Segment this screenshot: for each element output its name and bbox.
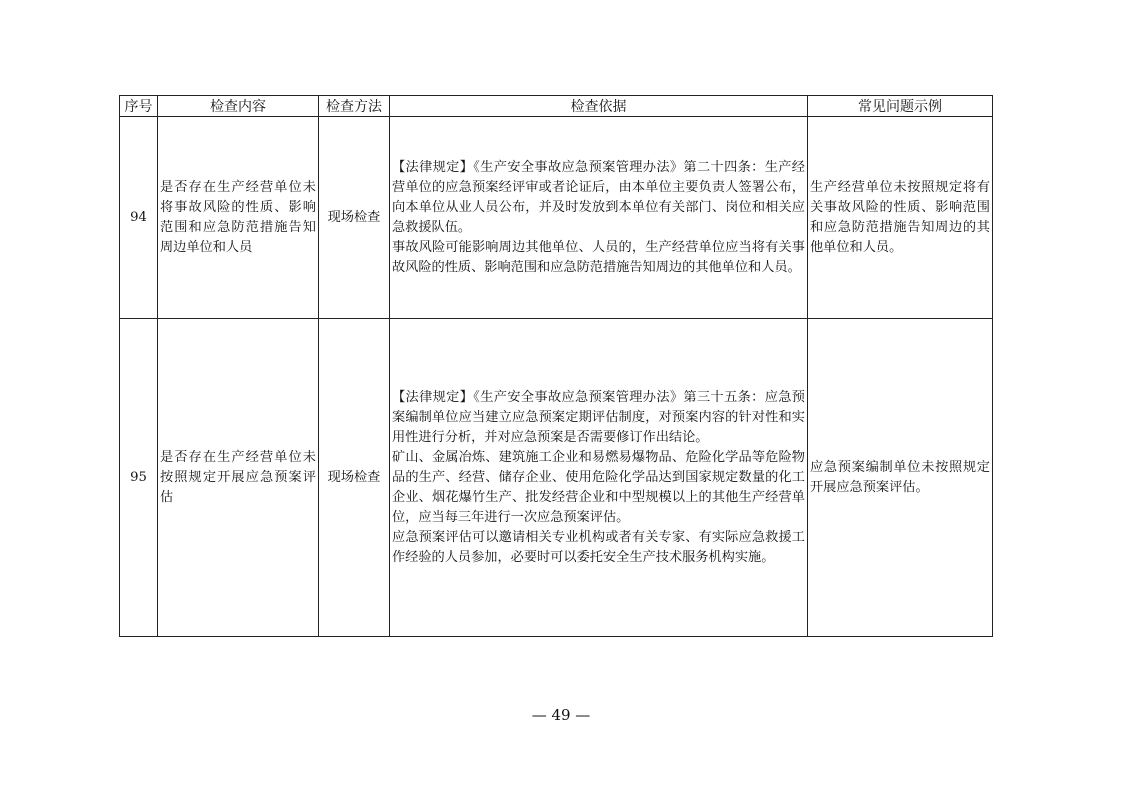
header-content: 检查内容 — [158, 96, 319, 117]
inspection-table — [119, 95, 993, 637]
row-common-issue: 应急预案编制单位未按照规定开展应急预案评估。 — [808, 319, 993, 637]
row-seq: 94 — [120, 117, 158, 319]
header-issue: 常见问题示例 — [808, 96, 993, 117]
header-seq: 序号 — [120, 96, 158, 117]
row-check-content: 是否存在生产经营单位未按照规定开展应急预案评估 — [158, 319, 319, 637]
row-common-issue: 生产经营单位未按照规定将有关事故风险的性质、影响范围和应急防范措施告知周边的其他单位和人员。 — [808, 117, 993, 319]
page-number: — 49 — — [531, 706, 591, 724]
basis-paragraph: 事故风险可能影响周边其他单位、人员的，生产经营单位应当将有关事故风险的性质、影响范围和应急防范措施告知周边的其他单位和人员。 — [392, 239, 805, 275]
basis-paragraph: 矿山、金属冶炼、建筑施工企业和易燃易爆物品、危险化学品等危险物品的生产、经营、储存企业、使用危险化学品达到国家规定数量的化工企业、烟花爆竹生产、批发经营企业和中型规模以上的其他生产经营单位，应当每三年进行一次应急预案评估。 — [392, 449, 805, 525]
table-row — [120, 319, 993, 637]
basis-paragraph: 【法律规定】《生产安全事故应急预案管理办法》第三十五条：应急预案编制单位应当建立应急预案定期评估制度，对预案内容的针对性和实用性进行分析，并对应急预案是否需要修订作出结论。 — [392, 389, 805, 445]
table-row — [120, 117, 993, 319]
basis-paragraph: 【法律规定】《生产安全事故应急预案管理办法》第二十四条：生产经营单位的应急预案经评审或者论证后，由本单位主要负责人签署公布，向本单位从业人员公布，并及时发放到本单位有关部门、岗位和相关应急救援队伍。 — [392, 159, 805, 235]
row-check-method: 现场检查 — [319, 319, 390, 637]
row-seq: 95 — [120, 319, 158, 637]
row-check-basis — [390, 319, 808, 637]
row-check-basis — [390, 117, 808, 319]
header-basis: 检查依据 — [390, 96, 808, 117]
table-header-row — [120, 96, 993, 117]
header-method: 检查方法 — [319, 96, 390, 117]
basis-paragraph: 应急预案评估可以邀请相关专业机构或者有关专家、有实际应急救援工作经验的人员参加，必要时可以委托安全生产技术服务机构实施。 — [392, 529, 805, 565]
row-check-method: 现场检查 — [319, 117, 390, 319]
row-check-content: 是否存在生产经营单位未将事故风险的性质、影响范围和应急防范措施告知周边单位和人员 — [158, 117, 319, 319]
